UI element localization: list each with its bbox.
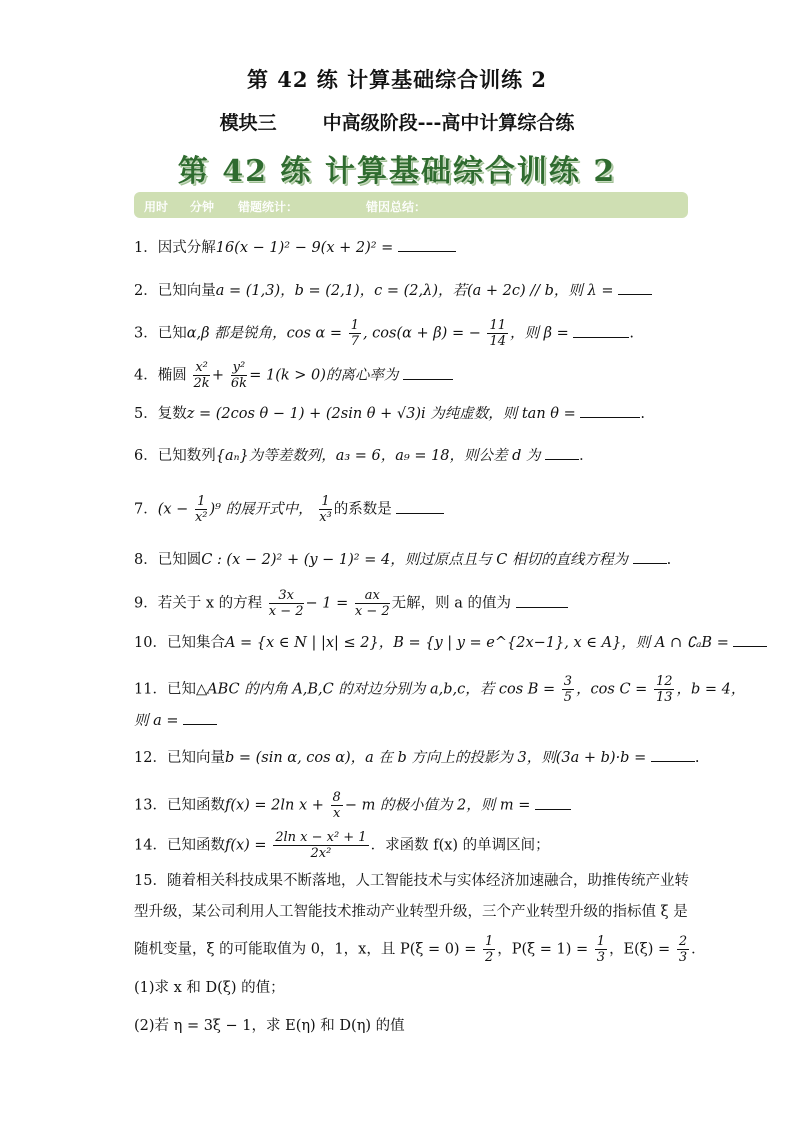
question-13 [134, 790, 571, 821]
error-summary-label: 错因总结： [366, 200, 427, 214]
module-subtitle [0, 108, 794, 135]
q13-prefix: 13．已知函数 [134, 797, 225, 814]
q3-fraction-2: $\frac{11}{14}$ [489, 318, 507, 349]
q13-answer-blank[interactable] [535, 797, 571, 810]
q1-prefix: 1．因式分解 [134, 240, 216, 256]
q7-fraction-1: $\frac{1}{\text{x²}}$ [194, 494, 208, 525]
q13-expression-b: − m 的极小值为 2，则 m = [344, 797, 531, 814]
q6-prefix: 6．已知数列 [134, 448, 216, 464]
q4-fraction-1: $\frac{\text{x²}}{2k}$ [193, 360, 210, 391]
banner-title: 第 42 练 计算基础综合训练 2 [177, 154, 617, 189]
question-9: 9．若关于 x 的方程 $\frac{3x}{x - 2}$ − 1 = $\frac{ax}{x - 2}$ 无解，则 a 的值为 [134, 588, 568, 619]
q9-answer-blank[interactable] [516, 595, 568, 608]
question-15-line-3: 随机变量，ξ 的可能取值为 0，1，x，且 P(ξ = 0) = $\frac{1}{2}$ ，P(ξ = 1) = $\frac{1}{3}$ ，E(ξ) = $\frac{2}{3}$ ． [134, 934, 706, 965]
q7-fraction-2: $\frac{1}{\text{x³}}$ [319, 494, 332, 525]
q11-expression-a: △ABC 的内角 A,B,C 的对边分别为 a,b,c，若 cos B = [195, 681, 556, 698]
q3-prefix: 3．已知 [134, 325, 187, 342]
q6-answer-blank[interactable] [545, 447, 579, 460]
q7-expression-a: (x − [157, 501, 189, 518]
q8-answer-blank[interactable] [633, 551, 667, 564]
q8-expression: C : (x − 2)² + (y − 1)² = 4，则过原点且与 C 相切的直线方程为 [201, 552, 629, 568]
q9-fraction-1: $\frac{3x}{x - 2}$ [268, 588, 304, 619]
question-15-line-2: 型升级，某公司利用人工智能技术推动产业转型升级，三个产业转型升级的指标值 ξ 是 [134, 904, 688, 920]
q4-prefix: 4．椭圆 [134, 367, 187, 384]
q6-expression: {aₙ}为等差数列，a₃ = 6，a₉ = 18，则公差 d 为 [215, 448, 541, 464]
q15-fraction-1: $\frac{1}{2}$ [484, 934, 494, 965]
q1-answer-blank[interactable] [398, 239, 456, 252]
q3-fraction-1: $\frac{1}{7}$ [350, 318, 359, 349]
q7-answer-blank[interactable] [396, 501, 444, 514]
q11-prefix: 11．已知 [134, 681, 196, 698]
q7-expression-b: )⁹ 的展开式中， [209, 501, 313, 518]
q10-prefix: 10．已知集合 [134, 635, 225, 651]
q14-prefix: 14．已知函数 [134, 837, 225, 854]
q11-fraction-2: $\frac{12}{13}$ [655, 674, 673, 705]
q12-answer-blank[interactable] [651, 749, 695, 762]
q2-expression: a = (1,3)，b = (2,1)，c = (2,λ)，若(a + 2c) // b，则 λ = [215, 283, 614, 299]
question-7 [134, 494, 444, 525]
q11-fraction-1: $\frac{3}{5}$ [563, 674, 573, 705]
q12-expression: b = (sin α, cos α)，a 在 b 方向上的投影为 3，则(3a + b)·b = [224, 750, 647, 766]
question-11-line-2 [134, 712, 217, 730]
q4-expression: = 1(k > 0)的离心率为 [249, 367, 399, 384]
q10-answer-blank[interactable] [733, 634, 767, 647]
q2-prefix: 2．已知向量 [134, 283, 216, 299]
q1-expression: 16(x − 1)² − 9(x + 2)² = [215, 240, 394, 256]
question-12: 12．已知向量b = (sin α, cos α)，a 在 b 方向上的投影为 3，则(3a + b)·b = . [134, 750, 700, 766]
q7-expression-c: 的系数是 [333, 501, 392, 518]
q3-expression-b: , cos(α + β) = − [362, 325, 481, 342]
question-15-part-2: (2)若 η = 3ξ − 1，求 E(η) 和 D(η) 的值 [134, 1018, 405, 1034]
q11-expression-d: 则 a = [134, 713, 179, 729]
question-4: 4．椭圆 $\frac{\text{x²}}{2k}$ + $\frac{\text{y²}}{6k}$ = 1(k > 0)的离心率为 [134, 360, 453, 391]
question-1 [134, 239, 456, 257]
q9-expression: 无解，则 a 的值为 [391, 595, 511, 612]
q12-prefix: 12．已知向量 [134, 750, 225, 766]
q9-fraction-2: $\frac{ax}{x - 2}$ [354, 588, 390, 619]
module-label: 模块三 [219, 112, 277, 134]
q5-answer-blank[interactable] [580, 405, 640, 418]
info-bar [134, 192, 688, 218]
question-2 [134, 282, 652, 300]
q14-expression-a: f(x) = [224, 837, 267, 854]
minutes-label: 分钟 [190, 200, 215, 214]
q9-prefix: 9．若关于 x 的方程 [134, 595, 263, 612]
error-stats-label: 错题统计： [238, 200, 299, 214]
q2-answer-blank[interactable] [618, 282, 652, 295]
question-14 [134, 830, 550, 861]
time-label: 用时 [144, 200, 169, 214]
page-title: 第 42 练 计算基础综合训练 2 [246, 67, 548, 92]
stage-label: 中高级阶段---高中计算综合练 [322, 112, 575, 134]
question-10 [134, 634, 767, 652]
q15-fraction-2: $\frac{1}{3}$ [596, 934, 606, 965]
q15-fraction-3: $\frac{2}{3}$ [678, 934, 688, 965]
q11-answer-blank[interactable] [183, 712, 217, 725]
q3-expression-a: α,β 都是锐角，cos α = [186, 325, 343, 342]
question-11: 11．已知△ABC 的内角 A,B,C 的对边分别为 a,b,c，若 cos B = $\frac{3}{5}$ ，cos C = $\frac{12}{13}$ ，b = 4， [134, 674, 746, 705]
q7-prefix: 7． [134, 501, 158, 518]
q5-expression: z = (2cos θ − 1) + (2sin θ + √3)i 为纯虚数，则 tan θ = [186, 406, 576, 422]
question-8: 8．已知圆C : (x − 2)² + (y − 1)² = 4，则过原点且与 C 相切的直线方程为 . [134, 552, 672, 568]
question-3: 3．已知α,β 都是锐角，cos α = $\frac{1}{7}$ , cos(α + β) = − $\frac{11}{14}$ ，则 β = . [134, 318, 634, 349]
question-15-line-1: 15．随着相关科技成果不断落地，人工智能技术与实体经济加速融合，助推传统产业转 [134, 873, 689, 889]
question-5: 5．复数z = (2cos θ − 1) + (2sin θ + √3)i 为纯虚数，则 tan θ = . [134, 406, 645, 422]
q14-fraction: $\frac{\text{2ln x − x² + 1}}{\text{2x²}}$ [275, 830, 367, 861]
q5-prefix: 5．复数 [134, 406, 187, 422]
q13-fraction: $\frac{8}{x}$ [332, 790, 341, 821]
q14-expression-b: ．求函数 f(x) 的单调区间； [370, 837, 550, 854]
question-15-part-1: (1)求 x 和 D(ξ) 的值； [134, 980, 285, 996]
q4-fraction-2: $\frac{\text{y²}}{6k}$ [230, 360, 248, 391]
q8-prefix: 8．已知圆 [134, 552, 202, 568]
q13-expression-a: f(x) = 2ln x + [224, 797, 324, 814]
q4-answer-blank[interactable] [403, 367, 453, 380]
q10-expression: A = {x ∈ N | |x| ≤ 2}，B = {y | y = e^{2x−1}, x ∈ A}，则 A ∩ ∁ₐB = [224, 635, 729, 651]
q3-expression-c: ，则 β = [510, 325, 569, 342]
question-6: 6．已知数列{aₙ}为等差数列，a₃ = 6，a₉ = 18，则公差 d 为 ． [134, 448, 594, 464]
q3-answer-blank[interactable] [573, 325, 629, 338]
